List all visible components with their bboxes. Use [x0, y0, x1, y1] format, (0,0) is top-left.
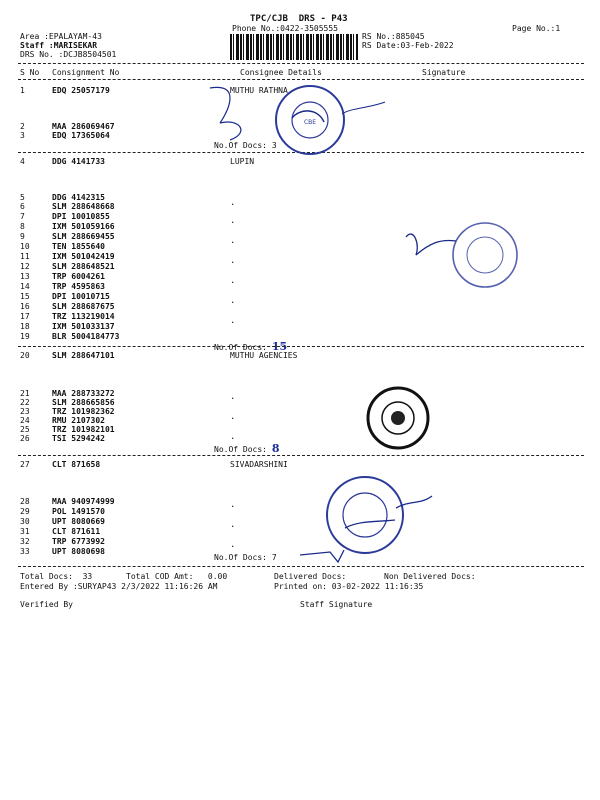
muthu-rathna-stamp	[200, 78, 400, 168]
total-cod: Total COD Amt: 0.00	[126, 572, 228, 581]
row-consignment: DDG 4142315	[52, 193, 105, 202]
dot-marker: .	[230, 412, 236, 422]
muthu-agencies-stamp	[340, 372, 450, 457]
row-consignment: UPT 8080669	[52, 517, 105, 526]
area-label: Area :EPALAYAM-43	[20, 32, 102, 41]
row-sno: 8	[20, 222, 25, 231]
row-consignment: DDG 4141733	[52, 157, 105, 166]
row-consignment: SLM 288648668	[52, 202, 115, 211]
divider	[18, 63, 584, 64]
row-sno: 9	[20, 232, 25, 241]
row-consignment: SLM 288669455	[52, 232, 115, 241]
total-docs: Total Docs: 33	[20, 572, 93, 581]
row-sno: 14	[20, 282, 30, 291]
non-delivered-docs: Non Delivered Docs:	[384, 572, 476, 581]
row-sno: 5	[20, 193, 25, 202]
row-consignment: BLR 5004184773	[52, 332, 120, 341]
col-signature: Signature	[422, 68, 466, 77]
row-sno: 24	[20, 416, 30, 425]
col-consignee: Consignee Details	[240, 68, 322, 77]
row-sno: 18	[20, 322, 30, 331]
row-sno: 22	[20, 398, 30, 407]
row-consignment: EDQ 25057179	[52, 86, 110, 95]
row-consignment: IXM 501042419	[52, 252, 115, 261]
row-consignment: EDQ 17365064	[52, 131, 110, 140]
delivered-docs: Delivered Docs:	[274, 572, 347, 581]
staff-label: Staff :MARISEKAR	[20, 41, 98, 50]
rs-date: RS Date:03-Feb-2022	[362, 41, 454, 50]
row-sno: 6	[20, 202, 25, 211]
row-consignment: MAA 286069467	[52, 122, 115, 131]
row-sno: 1	[20, 86, 25, 95]
barcode	[230, 34, 358, 60]
row-sno: 30	[20, 517, 30, 526]
no-of-docs-label: No.Of Docs:	[214, 141, 267, 150]
row-sno: 26	[20, 434, 30, 443]
row-consignment: DPI 10010855	[52, 212, 110, 221]
phone-number: Phone No.:0422-3505555	[232, 24, 338, 33]
row-consignment: TRZ 101982101	[52, 425, 115, 434]
consignee-name: MUTHU RATHNA	[230, 86, 288, 95]
col-consignment: Consignment No	[52, 68, 120, 77]
dot-marker: .	[230, 276, 236, 286]
row-sno: 32	[20, 537, 30, 546]
col-sno: S No	[20, 68, 40, 77]
row-consignment: MAA 940974999	[52, 497, 115, 506]
row-consignment: SLM 288647101	[52, 351, 115, 360]
svg-text:CBE: CBE	[303, 119, 317, 126]
row-consignment: UPT 8080698	[52, 547, 105, 556]
no-of-docs-label: No.Of Docs:	[214, 343, 267, 352]
row-sno: 3	[20, 131, 25, 140]
row-consignment: IXM 501033137	[52, 322, 115, 331]
no-of-docs-label: No.Of Docs:	[214, 445, 267, 454]
entered-by: Entered By :SURYAP43 2/3/2022 11:16:26 AM	[20, 582, 218, 591]
divider	[18, 346, 584, 347]
dot-marker: .	[230, 236, 236, 246]
row-consignment: TRP 6004261	[52, 272, 105, 281]
dot-marker: .	[230, 432, 236, 442]
row-consignment: SLM 288665856	[52, 398, 115, 407]
dot-marker: .	[230, 216, 236, 226]
consignee-name: SIVADARSHINI	[230, 460, 288, 469]
row-sno: 31	[20, 527, 30, 536]
row-consignment: RMU 2107302	[52, 416, 105, 425]
report-title: TPC/CJB DRS - P43	[250, 14, 348, 24]
row-sno: 16	[20, 302, 30, 311]
row-sno: 28	[20, 497, 30, 506]
row-sno: 33	[20, 547, 30, 556]
row-sno: 23	[20, 407, 30, 416]
row-consignment: TRZ 113219014	[52, 312, 115, 321]
row-consignment: POL 1491570	[52, 507, 105, 516]
row-consignment: IXM 501059166	[52, 222, 115, 231]
staff-signature: Staff Signature	[300, 600, 373, 609]
row-sno: 25	[20, 425, 30, 434]
divider	[18, 455, 584, 456]
lupin-stamp	[400, 215, 530, 300]
consignee-name: LUPIN	[230, 157, 255, 166]
row-sno: 15	[20, 292, 30, 301]
row-sno: 29	[20, 507, 30, 516]
verified-by: Verified By	[20, 600, 73, 609]
rs-number: RS No.:885045	[362, 32, 425, 41]
page-number: Page No.:1	[512, 24, 561, 33]
no-of-docs-value: 8	[271, 442, 280, 455]
no-of-docs	[214, 444, 279, 455]
row-sno: 12	[20, 262, 30, 271]
row-consignment: CLT 871611	[52, 527, 101, 536]
row-consignment: TRP 6773992	[52, 537, 105, 546]
no-of-docs	[214, 553, 277, 563]
row-consignment: MAA 288733272	[52, 389, 115, 398]
dot-marker: .	[230, 500, 236, 510]
row-consignment: TRZ 101982362	[52, 407, 115, 416]
row-sno: 21	[20, 389, 30, 398]
row-consignment: TRP 4595863	[52, 282, 105, 291]
row-sno: 27	[20, 460, 30, 469]
dot-marker: .	[230, 392, 236, 402]
row-consignment: DPI 10010715	[52, 292, 110, 301]
sivadarshini-stamp	[300, 470, 460, 580]
dot-marker: .	[230, 198, 236, 208]
no-of-docs-value: 3	[271, 141, 277, 150]
row-sno: 19	[20, 332, 30, 341]
row-sno: 7	[20, 212, 25, 221]
dot-marker: .	[230, 316, 236, 326]
row-sno: 13	[20, 272, 30, 281]
row-consignment: SLM 288687675	[52, 302, 115, 311]
dot-marker: .	[230, 296, 236, 306]
drs-number: DRS No. :DCJB8504501	[20, 50, 117, 59]
no-of-docs-label: No.Of Docs:	[214, 553, 267, 562]
row-consignment: TSI 5294242	[52, 434, 105, 443]
no-of-docs-value: 15	[271, 340, 288, 353]
row-sno: 10	[20, 242, 30, 251]
dot-marker: .	[230, 256, 236, 266]
no-of-docs-value: 7	[271, 553, 277, 562]
row-sno: 20	[20, 351, 30, 360]
printed-on: Printed on: 03-02-2022 11:16:35	[274, 582, 424, 591]
row-sno: 4	[20, 157, 25, 166]
row-sno: 2	[20, 122, 25, 131]
dot-marker: .	[230, 520, 236, 530]
row-consignment: CLT 871658	[52, 460, 101, 469]
row-consignment: SLM 288648521	[52, 262, 115, 271]
consignee-name: MUTHU AGENCIES	[230, 351, 298, 360]
row-sno: 11	[20, 252, 30, 261]
row-consignment: TEN 1855640	[52, 242, 105, 251]
row-sno: 17	[20, 312, 30, 321]
dot-marker: .	[230, 540, 236, 550]
